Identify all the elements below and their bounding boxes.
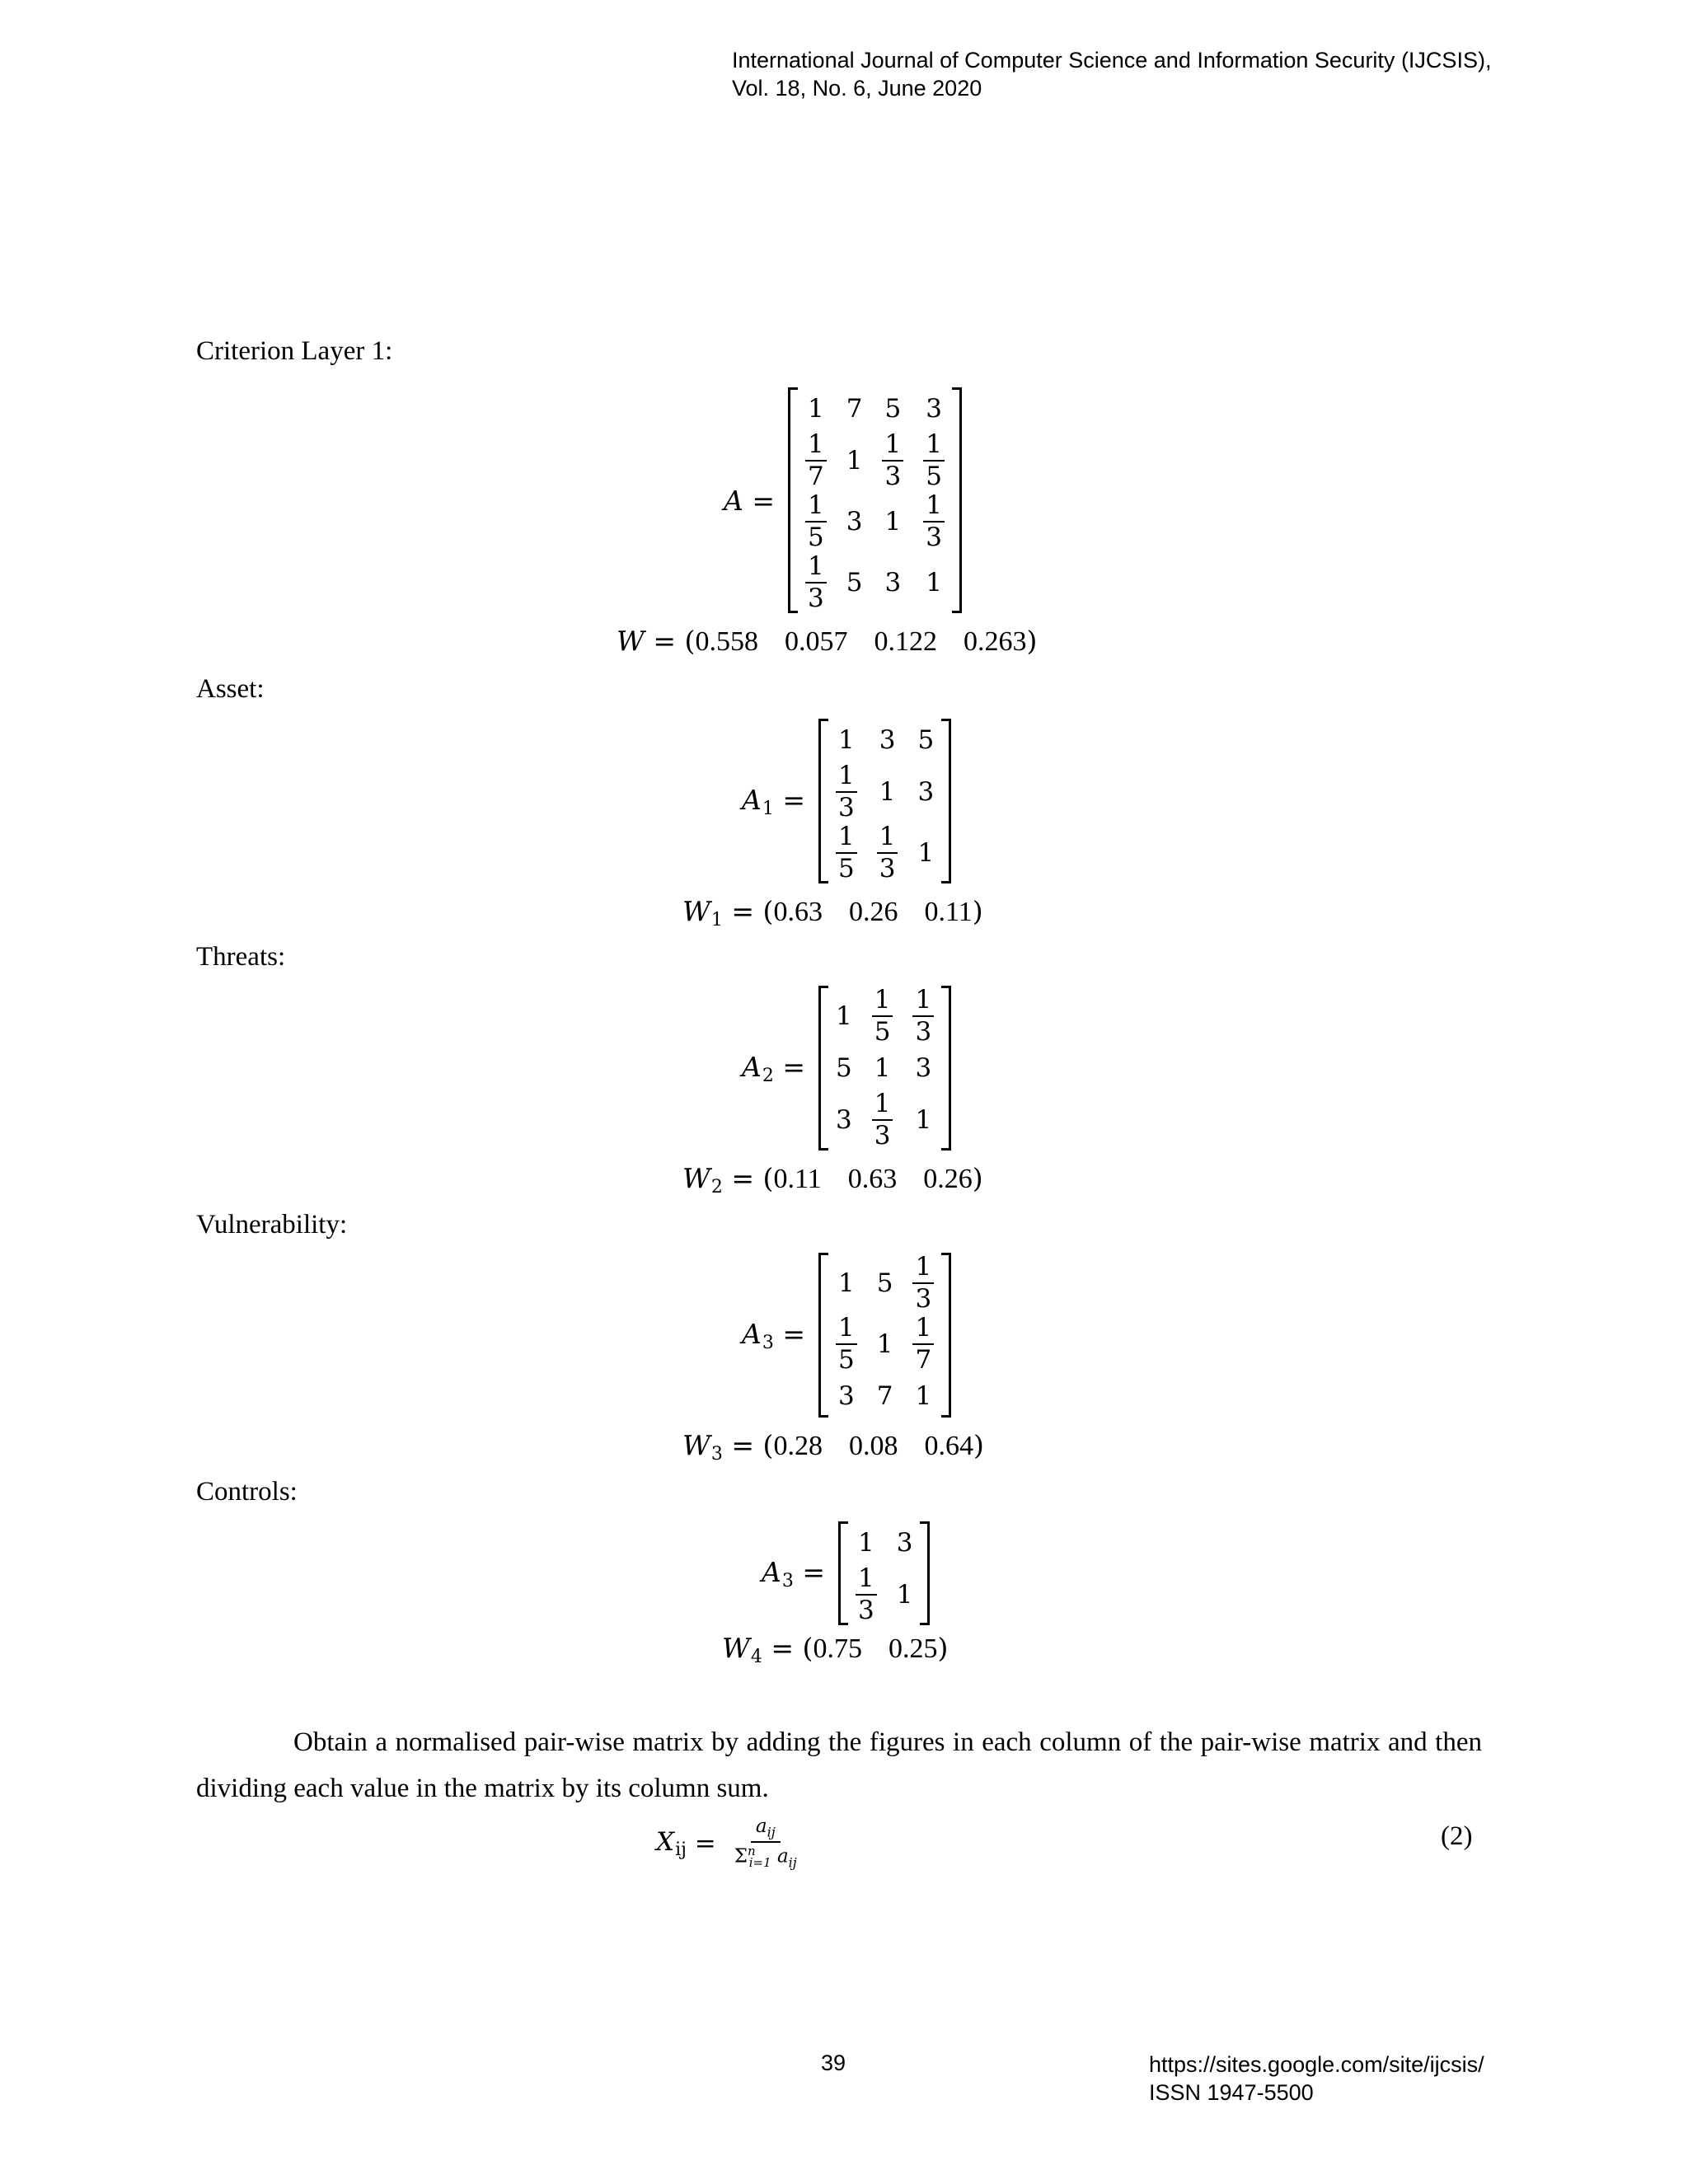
denominator: 3 [915, 1284, 932, 1314]
cell-value: 1 [857, 1528, 874, 1558]
cell-value: 5 [846, 568, 863, 598]
matrix-var: A [742, 1050, 762, 1083]
weight-value: 0.64 [924, 1431, 973, 1461]
numerator: 1 [882, 432, 903, 462]
weight-value: 0.28 [773, 1431, 823, 1461]
matrix-lhs [742, 1051, 805, 1086]
matrix-cell [826, 719, 867, 762]
numerator: 1 [923, 432, 945, 462]
numerator: 1 [836, 763, 857, 793]
cell-value: 5 [876, 1268, 893, 1298]
matrix-cell [826, 1047, 862, 1090]
journal-volume: Vol. 18, No. 6, June 2020 [732, 76, 982, 101]
numerator: 1 [805, 493, 827, 523]
matrix-bracket [838, 1521, 930, 1625]
cell-value: 5 [917, 725, 935, 755]
cell-value: 1 [879, 777, 896, 807]
fraction [856, 1563, 877, 1625]
matrix-var: A [724, 484, 743, 517]
cell-value: 1 [807, 394, 824, 424]
fraction [805, 551, 827, 613]
weight-value: 0.558 [695, 626, 758, 657]
cell-value: 3 [837, 1381, 855, 1411]
denominator: 3 [807, 583, 824, 613]
cell-value: 1 [926, 568, 942, 598]
weight-var: W [617, 625, 645, 657]
section-asset: Asset: [196, 674, 265, 704]
close-paren: ) [973, 1429, 984, 1461]
matrix-equals: = [773, 783, 805, 816]
cell-value: 1 [917, 838, 935, 868]
matrix-var: A [742, 1317, 762, 1350]
numerator: 1 [912, 1315, 934, 1345]
weight-var: W [682, 895, 710, 927]
matrix-cell [903, 1253, 944, 1314]
matrix-equals: = [743, 484, 775, 517]
cell-value: 3 [884, 568, 902, 598]
matrix-sub: 3 [762, 1332, 774, 1353]
cell-value: 1 [915, 1381, 932, 1411]
matrix-cell [903, 1314, 944, 1375]
matrix-equals: = [793, 1555, 825, 1588]
matrix-cell [903, 986, 944, 1047]
numerator: 1 [836, 1315, 857, 1345]
matrix-cell [837, 430, 873, 491]
footer-issn: ISSN 1947-5500 [1149, 2080, 1314, 2105]
weight-equals: = [762, 1632, 795, 1664]
weight-value: 0.263 [963, 626, 1027, 657]
cell-value: 1 [835, 1001, 852, 1031]
formula-den-var: a [776, 1845, 789, 1868]
matrix-cell [862, 1047, 903, 1090]
denominator: 3 [884, 462, 902, 491]
matrix-cell [795, 552, 837, 613]
matrix-cell [826, 1253, 867, 1314]
cell-value: 7 [876, 1381, 893, 1411]
cell-value: 5 [884, 394, 902, 424]
denominator: 5 [926, 462, 942, 491]
section-vulnerability: Vulnerability: [196, 1210, 348, 1240]
weight-vector-w3 [682, 1429, 984, 1465]
close-paren: ) [972, 895, 983, 927]
weight-value: 0.11 [924, 897, 973, 927]
matrix-cell [795, 491, 837, 552]
weight-sub: 2 [710, 1177, 723, 1197]
matrix-cell [826, 1314, 867, 1375]
section-threats: Threats: [196, 942, 286, 972]
cell-value: 3 [917, 777, 935, 807]
matrix-cell [907, 719, 944, 762]
weight-value: 0.63 [773, 897, 823, 927]
weight-value: 0.057 [784, 626, 848, 657]
formula-sum-sub: i=1 [748, 1855, 771, 1871]
cell-value: 3 [835, 1105, 852, 1135]
formula-lhs-sub: ij [675, 1839, 687, 1860]
formula-fraction [729, 1816, 802, 1870]
footer-url: https://sites.google.com/site/ijcsis/ [1149, 2052, 1484, 2077]
denominator: 3 [874, 1121, 891, 1151]
formula-sum-sup: n [748, 1844, 756, 1859]
numerator: 1 [856, 1566, 877, 1596]
matrix-a1 [742, 719, 951, 883]
weight-equals: = [722, 1429, 755, 1461]
formula-numerator [751, 1816, 781, 1843]
denominator: 3 [879, 854, 896, 883]
close-paren: ) [1026, 625, 1038, 657]
cell-value: 1 [915, 1105, 932, 1135]
section-controls: Controls: [196, 1477, 298, 1507]
matrix-cell [872, 491, 913, 552]
cell-value: 3 [915, 1053, 932, 1083]
cell-value: 3 [879, 725, 896, 755]
weight-value: 0.122 [874, 626, 937, 657]
cell-value: 1 [876, 1329, 893, 1359]
matrix-cell [913, 430, 954, 491]
cell-value: 7 [846, 394, 863, 424]
matrix-cell [903, 1047, 944, 1090]
fraction [836, 763, 857, 821]
formula-denominator [729, 1843, 802, 1870]
fraction [836, 1315, 857, 1373]
normalisation-formula [656, 1816, 802, 1870]
cell-value: 1 [846, 446, 863, 476]
matrix-cell [903, 1090, 944, 1151]
denominator: 5 [807, 523, 824, 552]
cell-value: 1 [837, 725, 855, 755]
matrix-cell [887, 1521, 923, 1564]
journal-title: International Journal of Computer Science and Information Security (IJCSIS), [732, 48, 1492, 73]
weight-sub: 3 [710, 1444, 723, 1465]
matrix-var: A [762, 1555, 781, 1588]
weight-value: 0.26 [923, 1164, 973, 1194]
matrix-var: A [742, 783, 762, 816]
fraction [836, 824, 857, 882]
cell-value: 3 [926, 394, 942, 424]
matrix-cell [867, 719, 908, 762]
numerator: 1 [923, 493, 945, 523]
weight-value: 0.08 [848, 1431, 898, 1461]
matrix-cell [826, 1375, 867, 1418]
weight-vector-w4 [722, 1632, 948, 1667]
matrix-cell [907, 762, 944, 823]
matrix-bracket [818, 1253, 951, 1418]
matrix-cell [887, 1564, 923, 1625]
matrix-lhs [762, 1556, 825, 1591]
running-header [732, 46, 1491, 102]
matrix-a [724, 387, 962, 613]
formula-lhs [656, 1827, 687, 1860]
matrix-cell [846, 1564, 887, 1625]
formula-equals: = [686, 1828, 716, 1858]
fraction [877, 824, 898, 882]
open-paren: ( [794, 1632, 814, 1664]
matrix-cell [907, 823, 944, 883]
denominator: 5 [874, 1017, 891, 1047]
numerator: 1 [872, 1091, 893, 1121]
matrix-cell [872, 552, 913, 613]
formula-num-var: a [755, 1816, 767, 1837]
matrix-cell [867, 1314, 903, 1375]
matrix-a3 [742, 1253, 951, 1418]
formula-sum-symbol: Σ [734, 1845, 748, 1868]
matrix-cell [795, 387, 837, 430]
matrix-bracket [818, 986, 951, 1151]
matrix-cell [826, 1090, 862, 1151]
numerator: 1 [912, 1254, 934, 1284]
fraction [872, 1091, 893, 1149]
weight-value: 0.63 [847, 1164, 898, 1194]
denominator: 3 [926, 523, 942, 552]
matrix-sub: 2 [762, 1065, 774, 1086]
matrix-cell [867, 1375, 903, 1418]
matrix-cell [862, 986, 903, 1047]
matrix-cell [913, 491, 954, 552]
matrix-cell [913, 552, 954, 613]
matrix-cell [862, 1090, 903, 1151]
matrix-a2 [742, 986, 951, 1151]
denominator: 5 [837, 1345, 855, 1375]
denominator: 7 [807, 462, 824, 491]
formula-lhs-var: X [656, 1826, 675, 1857]
formula-den-sub: ij [788, 1854, 797, 1871]
body-paragraph [196, 1719, 1482, 1811]
cell-value: 1 [874, 1053, 891, 1083]
matrix-sub: 3 [781, 1570, 794, 1591]
cell-value: 3 [896, 1528, 913, 1558]
cell-value: 1 [896, 1580, 913, 1610]
formula-num-sub: ij [767, 1824, 776, 1840]
weight-value: 0.25 [888, 1633, 938, 1664]
denominator: 5 [837, 854, 855, 883]
open-paren: ( [754, 895, 774, 927]
numerator: 1 [805, 432, 827, 462]
weight-var: W [722, 1632, 750, 1664]
numerator: 1 [836, 824, 857, 854]
open-paren: ( [754, 1429, 774, 1461]
matrix-cell [826, 762, 867, 823]
open-paren: ( [676, 625, 696, 657]
fraction [805, 429, 827, 491]
denominator: 7 [915, 1345, 932, 1375]
matrix-bracket [788, 387, 962, 613]
weight-equals: = [722, 895, 755, 927]
matrix-cell [826, 986, 862, 1047]
weight-equals: = [644, 625, 677, 657]
cell-value: 1 [837, 1268, 855, 1298]
matrix-lhs [742, 1318, 805, 1353]
matrix-cell [846, 1521, 887, 1564]
weight-vector-w2 [682, 1162, 983, 1197]
fraction [923, 490, 945, 552]
matrix-lhs [724, 485, 775, 517]
fraction [882, 429, 903, 491]
matrix-cell [837, 387, 873, 430]
matrix-cell [867, 1253, 903, 1314]
matrix-cell [872, 387, 913, 430]
fraction [923, 429, 945, 491]
fraction [912, 1315, 934, 1373]
close-paren: ) [937, 1632, 949, 1664]
footer-info [1149, 2050, 1484, 2107]
matrix-lhs [742, 784, 805, 819]
matrix-a4 [762, 1521, 930, 1625]
matrix-cell [872, 430, 913, 491]
denominator: 3 [915, 1017, 932, 1047]
numerator: 1 [912, 987, 934, 1017]
matrix-bracket [818, 719, 951, 883]
matrix-sub: 1 [762, 798, 774, 819]
numerator: 1 [877, 824, 898, 854]
matrix-cell [903, 1375, 944, 1418]
matrix-cell [795, 430, 837, 491]
fraction [912, 1254, 934, 1312]
cell-value: 1 [884, 507, 902, 537]
weight-sub: 4 [750, 1647, 762, 1667]
fraction [912, 987, 934, 1045]
matrix-cell [913, 387, 954, 430]
page-number: 39 [821, 2050, 846, 2075]
weight-var: W [682, 1162, 710, 1194]
fraction [872, 987, 893, 1045]
cell-value: 3 [846, 507, 863, 537]
weight-var: W [682, 1429, 710, 1461]
matrix-cell [837, 552, 873, 613]
matrix-equals: = [773, 1050, 805, 1083]
matrix-cell [867, 762, 908, 823]
weight-sub: 1 [710, 910, 723, 930]
denominator: 3 [857, 1596, 874, 1625]
matrix-equals: = [773, 1317, 805, 1350]
matrix-cell [826, 823, 867, 883]
close-paren: ) [972, 1162, 983, 1194]
numerator: 1 [805, 554, 827, 583]
weight-vector-w [617, 625, 1037, 658]
cell-value: 5 [835, 1053, 852, 1083]
numerator: 1 [872, 987, 893, 1017]
weight-vector-w1 [682, 895, 983, 930]
denominator: 3 [837, 793, 855, 823]
weight-value: 0.75 [813, 1633, 862, 1664]
weight-value: 0.26 [848, 897, 898, 927]
equation-number: (2) [1441, 1821, 1473, 1851]
section-criterion-layer: Criterion Layer 1: [196, 336, 393, 366]
paragraph-text: Obtain a normalised pair-wise matrix by adding the figures in each column of the pair-wise matrix and then dividing each value in the matrix by its column sum. [196, 1727, 1482, 1803]
matrix-cell [837, 491, 873, 552]
weight-value: 0.11 [773, 1164, 822, 1194]
matrix-cell [867, 823, 908, 883]
weight-equals: = [722, 1162, 755, 1194]
open-paren: ( [754, 1162, 774, 1194]
fraction [805, 490, 827, 552]
